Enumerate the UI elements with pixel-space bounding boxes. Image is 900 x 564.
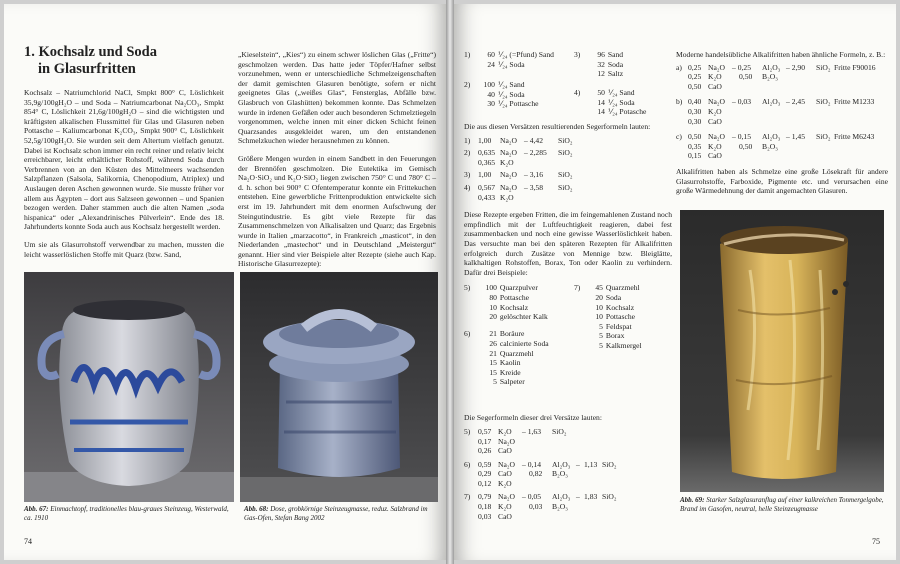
recipes-5-7 bbox=[464, 283, 672, 411]
ingredient: Soda bbox=[607, 59, 624, 69]
recipe-6 bbox=[464, 329, 549, 387]
right-column-1 bbox=[464, 50, 672, 521]
coef: 0,50 bbox=[739, 141, 753, 151]
coef: – 0,25 bbox=[732, 62, 751, 72]
frit-b bbox=[676, 97, 888, 126]
left-column-1 bbox=[24, 88, 224, 267]
caption-text: Dose, grobkörnige Steinzeugmasse, reduz. Salzbrand im Gas-Ofen, Stefan Bang 2002 bbox=[244, 505, 428, 522]
recipe-7 bbox=[574, 283, 642, 350]
seger-5 bbox=[464, 427, 672, 456]
ingredient: Pottasche bbox=[605, 312, 636, 322]
oxide: CaO bbox=[498, 511, 512, 521]
recipe-number: 7) bbox=[574, 283, 581, 293]
amount: 14 bbox=[597, 107, 605, 117]
ingredient: Kaolin bbox=[499, 358, 521, 368]
recipe-number: 4) bbox=[574, 88, 581, 97]
formula-number: 6) bbox=[464, 459, 471, 469]
oxide: Na₂O bbox=[498, 436, 515, 446]
recipe-1 bbox=[464, 50, 554, 69]
coef: 0,79 bbox=[478, 492, 492, 502]
oxide: CaO bbox=[708, 116, 722, 126]
ingredient: ⅟₂₄ Sand bbox=[607, 88, 635, 97]
oxide: SiO₂ bbox=[558, 135, 573, 145]
caption-67 bbox=[24, 505, 238, 522]
amount: 60 bbox=[487, 50, 495, 59]
coef: – 2,90 bbox=[786, 62, 805, 72]
coef: 0,57 bbox=[478, 426, 492, 436]
amount: 50 bbox=[597, 88, 605, 97]
modern-intro: Moderne handelsübliche Alkalifritten haben ähnliche Formeln, z. B.: bbox=[676, 50, 886, 59]
amount: 5 bbox=[599, 331, 603, 341]
amount: 10 bbox=[595, 302, 603, 312]
paragraph-alkali: Alkalifritten haben als Schmelze eine große Lösekraft für andere Glasurrohstoffe, Farboxide, Pigmente etc. und verursachen eine große Wärmedehnung der damit angemachten Glasuren. bbox=[676, 166, 888, 196]
amount: 5 bbox=[599, 321, 603, 331]
oxide: Al₂O₃ bbox=[552, 492, 571, 502]
ingredient: Borax bbox=[605, 331, 625, 341]
amount: 24 bbox=[487, 59, 495, 69]
coef: 0,50 bbox=[688, 132, 702, 142]
recipe-2 bbox=[464, 80, 539, 109]
coef: – 1,45 bbox=[786, 132, 805, 142]
coef: – 4,42 bbox=[524, 135, 543, 145]
left-page bbox=[4, 4, 446, 560]
right-page bbox=[454, 4, 896, 560]
photo-lidded-box bbox=[240, 272, 438, 502]
amount: 10 bbox=[489, 302, 497, 312]
coef: 0,25 bbox=[688, 72, 702, 82]
coef: 0,30 bbox=[688, 116, 702, 126]
recipe-number: 6) bbox=[464, 329, 471, 339]
coef: 0,635 bbox=[478, 148, 496, 158]
oxide: SiO₂ bbox=[558, 170, 573, 180]
oxide: B₂O₃ bbox=[762, 72, 778, 82]
oxide: K₂O bbox=[500, 157, 514, 167]
oxide: Na₂O bbox=[500, 148, 517, 158]
coef: 0,433 bbox=[478, 192, 496, 202]
paragraph-frits: Diese Rezepte ergeben Fritten, die im feingemahlenen Zustand noch empfindlich mit der Luftfeuchtigkeit reagieren, dabei fest zusammenbacken und noch eine gewisse Wasserlöslichkeit haben. Das versuchte man bei den späteren Rezepten für Alkalifritten erfolgreich durch Zusätze von Mennige bzw. Bleiglätte, kalkhaltigen Rohstoffen, Borax, Ton oder Kaolin zu verhindern. Dafür drei Beispiele: bbox=[464, 210, 672, 277]
oxide: K₂O bbox=[708, 106, 722, 116]
recipe-4 bbox=[574, 88, 646, 117]
recipe-number: 5) bbox=[464, 283, 471, 293]
photo-crock bbox=[24, 272, 234, 502]
oxide: SiO₂ bbox=[602, 459, 617, 469]
chapter-title-line2: in Glasurfritten bbox=[38, 61, 136, 77]
old-recipes bbox=[464, 50, 672, 117]
oxide: K₂O bbox=[498, 502, 512, 512]
ingredient: ⅟₂₄ Soda bbox=[497, 89, 525, 99]
ingredient: gelöschter Kalk bbox=[499, 312, 548, 322]
oxide: SiO₂ bbox=[552, 426, 567, 436]
caption-label: Abb. 69: bbox=[680, 496, 705, 504]
frit-letter: b) bbox=[676, 97, 683, 107]
amount: 40 bbox=[487, 89, 495, 99]
seger-intro: Die aus diesen Versätzen resultierenden Segerformeln lauten: bbox=[464, 122, 651, 131]
coef: 0,82 bbox=[529, 469, 543, 479]
ingredient: Quarzmehl bbox=[499, 348, 534, 358]
ingredient: ⅟₂₄ Soda bbox=[497, 59, 525, 69]
coef: 0,567 bbox=[478, 182, 496, 192]
seger2-formulas bbox=[464, 427, 672, 521]
oxide: CaO bbox=[708, 151, 722, 161]
oxide: K₂O bbox=[498, 478, 512, 488]
coef: 1,00 bbox=[478, 135, 492, 145]
ingredient: Quarzpulver bbox=[499, 283, 538, 293]
coef: – 3,16 bbox=[524, 170, 543, 180]
frit-letter: a) bbox=[676, 62, 682, 72]
ingredient: ⅟₂₄ Sand bbox=[497, 80, 525, 89]
oxide: Na₂O bbox=[500, 182, 517, 192]
amount: 21 bbox=[489, 348, 497, 358]
modern-frits bbox=[676, 63, 888, 161]
coef: – 1,63 bbox=[522, 426, 541, 436]
coef: 1,13 bbox=[584, 459, 598, 469]
oxide: Na₂O bbox=[708, 132, 725, 142]
oxide: CaO bbox=[708, 81, 722, 91]
oxide: SiO₂ bbox=[816, 97, 831, 107]
recipe-number: 2) bbox=[464, 80, 471, 89]
oxide: Al₂O₃ bbox=[552, 459, 571, 469]
frit-letter: c) bbox=[676, 132, 682, 142]
formula-number: 3) bbox=[464, 170, 471, 180]
amount: 100 bbox=[483, 80, 495, 89]
oxide: Al₂O₃ bbox=[762, 62, 781, 72]
coef: 0,26 bbox=[478, 446, 492, 456]
formula-number: 5) bbox=[464, 426, 471, 436]
coef: – 0,14 bbox=[522, 459, 541, 469]
coef: 0,29 bbox=[478, 469, 492, 479]
caption-68 bbox=[244, 505, 440, 522]
ingredient: Kreide bbox=[499, 367, 521, 377]
dash: – bbox=[576, 492, 580, 502]
recipe-3 bbox=[574, 50, 623, 79]
formula-number: 2) bbox=[464, 148, 471, 158]
formula-number: 7) bbox=[464, 492, 471, 502]
amount: 30 bbox=[487, 99, 495, 109]
coef: – 2,45 bbox=[786, 97, 805, 107]
caption-label: Abb. 68: bbox=[244, 505, 269, 513]
ingredient: ⅟₂₄ Potasche bbox=[607, 107, 647, 117]
ingredient: Quarzmehl bbox=[605, 283, 640, 293]
coef: 0,03 bbox=[529, 502, 543, 512]
oxide: SiO₂ bbox=[558, 182, 573, 192]
coef: 0,40 bbox=[688, 97, 702, 107]
amount: 45 bbox=[595, 283, 603, 293]
coef: 1,83 bbox=[584, 492, 598, 502]
oxide: K₂O bbox=[708, 72, 722, 82]
coef: – 0,15 bbox=[732, 132, 751, 142]
amount: 80 bbox=[489, 292, 497, 302]
oxide: CaO bbox=[498, 446, 512, 456]
frit-code: Fritte M1233 bbox=[834, 97, 875, 107]
ingredient: Feldspat bbox=[605, 321, 632, 331]
oxide: Na₂O bbox=[708, 97, 725, 107]
recipe-number: 1) bbox=[464, 50, 471, 59]
caption-text: Starker Salzglasuranflug auf einer kalkreichen Tonmergelgobe, Brand im Gasofen, neutral, helle Steinzeugmasse bbox=[680, 496, 884, 513]
ingredient: Saltz bbox=[607, 69, 624, 79]
recipe-number: 3) bbox=[574, 50, 581, 59]
page-number: 74 bbox=[24, 537, 32, 546]
page-number: 75 bbox=[872, 537, 880, 546]
oxide: B₂O₃ bbox=[762, 141, 778, 151]
formula-number: 1) bbox=[464, 135, 471, 145]
seger2-intro: Die Segerformeln dieser drei Versätze lauten: bbox=[464, 413, 602, 423]
amount: 15 bbox=[489, 358, 497, 368]
oxide: CaO bbox=[498, 469, 512, 479]
coef: 0,59 bbox=[478, 459, 492, 469]
oxide: B₂O₃ bbox=[552, 469, 568, 479]
oxide: SiO₂ bbox=[558, 148, 573, 158]
oxide: K₂O bbox=[498, 426, 512, 436]
gutter bbox=[446, 0, 454, 564]
amount: 100 bbox=[485, 283, 497, 293]
coef: 0,18 bbox=[478, 502, 492, 512]
amount: 96 bbox=[597, 50, 605, 59]
paragraph: Kochsalz – Natriumchlorid NaCl, Smpkt 800° C, Löslichkeit 35,9g/100gH₂O – und Soda – Natriumcarbonat Na₂CO₃, Smpkt 854° C, Löslichkeit 21,6g/100gH₂O – sind die wichtigsten und kräftigsten alkalischen Flussmittel für Glas und Glasuren neben Pottasche – Kaliumcarbonat K₂CO₃, Smpkt 900° C, Löslichkeit 52,5g/100gH₂O. Sie wurden seit dem Altertum vielfach genutzt. Dabei ist Kochsalz schon immer ein recht reiner und relativ leicht erreichbarer, leicht erhältlicher Rohstoff, während Soda durch Verbrennen von an den Küsten des Mittelmeers wachsenden Salzpflanzen (Salsola, Salikornia, Chenopodium, Atriplex) und Auslaugen deren Aschen gewonnen wurde. Sie musste früher vor allem aus Ägypten – dort aus Salzseen gewonnen – und Spanien bezogen werden. Daher stammen auch die alten Namen „soda hispanica“ oder „Alexandrinisches Pülverlein“. Ende des 18. Jahrhunderts konnte Soda auch aus Kochsalz hergestellt werden. bbox=[24, 88, 224, 232]
coef: 0,25 bbox=[688, 62, 702, 72]
recipe-5 bbox=[464, 283, 548, 321]
coef: – 3,58 bbox=[524, 182, 543, 192]
ingredient: ⅟₂₄ (=Pfund) Sand bbox=[497, 50, 554, 59]
caption-text: Einmachtopf, traditionelles blau-graues Steinzeug, Westerwald, ca. 1910 bbox=[24, 505, 229, 522]
oxide: K₂O bbox=[708, 141, 722, 151]
coef: 0,17 bbox=[478, 436, 492, 446]
photo-vase bbox=[680, 210, 884, 492]
oxide: SiO₂ bbox=[816, 62, 831, 72]
ingredient: Kochsalz bbox=[605, 302, 635, 312]
oxide: Na₂O bbox=[708, 62, 725, 72]
oxide: Na₂O bbox=[500, 135, 517, 145]
right-column-2 bbox=[676, 50, 888, 204]
ingredient: ⅟₂₄ Pottasche bbox=[497, 99, 539, 109]
oxide: Na₂O bbox=[498, 459, 515, 469]
oxide: K₂O bbox=[500, 192, 514, 202]
frit-a bbox=[676, 63, 888, 92]
amount: 5 bbox=[493, 377, 497, 387]
seger-formulas bbox=[464, 136, 672, 203]
coef: 0,365 bbox=[478, 157, 496, 167]
oxide: Al₂O₃ bbox=[762, 97, 781, 107]
coef: – 0,03 bbox=[732, 97, 751, 107]
amount: 15 bbox=[489, 367, 497, 377]
amount: 21 bbox=[489, 329, 497, 339]
ingredient: Boräure bbox=[499, 329, 525, 339]
paragraph: Größere Mengen wurden in einem Sandbett in den Feuerungen der Brennöfen geschmolzen. Die Eutektika im Gemisch Na₂O·SiO₂ und K₂O·SiO₂ liegen zwischen 750° C und 780° C – d. h. schon bei 900° C Ofentemperatur konnte ein Frittekuchen entstehen. Eine gewerbliche Frittenproduktion entwickelte sich erst im 19. Jahrhundert mit dem enormen Aufschwung der Steingutindustrie. Es gibt viele Rezepte für das Zusammenschmelzen von Alkalisalzen und Quarz; das Ergebnis wurde in Italien „marzacotto“, in Frankreich „masticot“, in den Niederlanden „mastechot“ und in Deutschland „Meistergut“ genannt. Hier sind vier Beispiele alter Rezepte (siehe auch Kap. Historische Glasurrezepte): bbox=[238, 153, 436, 269]
formula-number: 4) bbox=[464, 182, 471, 192]
amount: 14 bbox=[597, 97, 605, 107]
ingredient: Sand bbox=[607, 50, 624, 59]
coef: 0,03 bbox=[478, 511, 492, 521]
frit-c bbox=[676, 132, 888, 161]
coef: 1,00 bbox=[478, 170, 492, 180]
oxide: Na₂O bbox=[500, 170, 517, 180]
caption-69 bbox=[680, 496, 884, 513]
seger-7 bbox=[464, 492, 672, 521]
coef: – 0,05 bbox=[522, 492, 541, 502]
amount: 20 bbox=[489, 312, 497, 322]
coef: 0,15 bbox=[688, 151, 702, 161]
coef: – 2,285 bbox=[524, 148, 547, 158]
paragraph: Um sie als Glasurrohstoff verwendbar zu machen, mussten die leicht wasserlöslichen Stoffe mit Quarz (bzw. Sand, bbox=[24, 239, 224, 259]
coef: 0,35 bbox=[688, 141, 702, 151]
caption-label: Abb. 67: bbox=[24, 505, 49, 513]
chapter-title bbox=[24, 44, 157, 78]
oxide: Na₂O bbox=[498, 492, 515, 502]
coef: 0,12 bbox=[478, 478, 492, 488]
dash: – bbox=[576, 459, 580, 469]
ingredient: Kalkmergel bbox=[605, 340, 642, 350]
amount: 20 bbox=[595, 292, 603, 302]
amount: 12 bbox=[597, 69, 605, 79]
chapter-title-line1: 1. Kochsalz und Soda bbox=[24, 44, 157, 60]
frit-code: Fritte F90016 bbox=[834, 62, 876, 72]
amount: 26 bbox=[489, 338, 497, 348]
coef: 0,50 bbox=[688, 81, 702, 91]
ingredient: calcinierte Soda bbox=[499, 338, 549, 348]
ingredient: Kochsalz bbox=[499, 302, 529, 312]
seger-6 bbox=[464, 460, 672, 489]
oxide: SiO₂ bbox=[602, 492, 617, 502]
ingredient: ⅟₂₄ Soda bbox=[607, 97, 635, 107]
ingredient: Salpeter bbox=[499, 377, 525, 387]
paragraph: „Kieselstein“, „Kies“) zu einem schwer löslichen Glas („Fritte“) geschmolzen werden. Das hatte jeder Töpfer/Hafner selbst vorzunehmen, wenn er unterschiedliche Schmelzeigenschaften der damit gemischten Glasuren benötigte, sofern er nicht geeignetes Glas („weißes Glas“, Fensterglas, Abfälle bzw. Glasbruch von Glashütten) bekommen konnte. Das Schmelzen wurde in irdenen Gefäßen oder auch besonderen Schmelztiegeln vorgenommen, welche innen mit einer dicken Schicht feinen Quarzsandes ausgekleidet waren, um den entstandenen Schmelzkuchen wieder herausnehmen zu können. bbox=[238, 50, 436, 146]
frit-code: Fritte M6243 bbox=[834, 132, 875, 142]
amount: 10 bbox=[595, 312, 603, 322]
oxide: B₂O₃ bbox=[552, 502, 568, 512]
oxide: Al₂O₃ bbox=[762, 132, 781, 142]
amount: 32 bbox=[597, 59, 605, 69]
ingredient: Pottasche bbox=[499, 292, 530, 302]
ingredient: Soda bbox=[605, 292, 622, 302]
coef: 0,30 bbox=[688, 106, 702, 116]
left-column-2 bbox=[238, 50, 436, 277]
amount: 5 bbox=[599, 340, 603, 350]
coef: 0,50 bbox=[739, 72, 753, 82]
oxide: SiO₂ bbox=[816, 132, 831, 142]
